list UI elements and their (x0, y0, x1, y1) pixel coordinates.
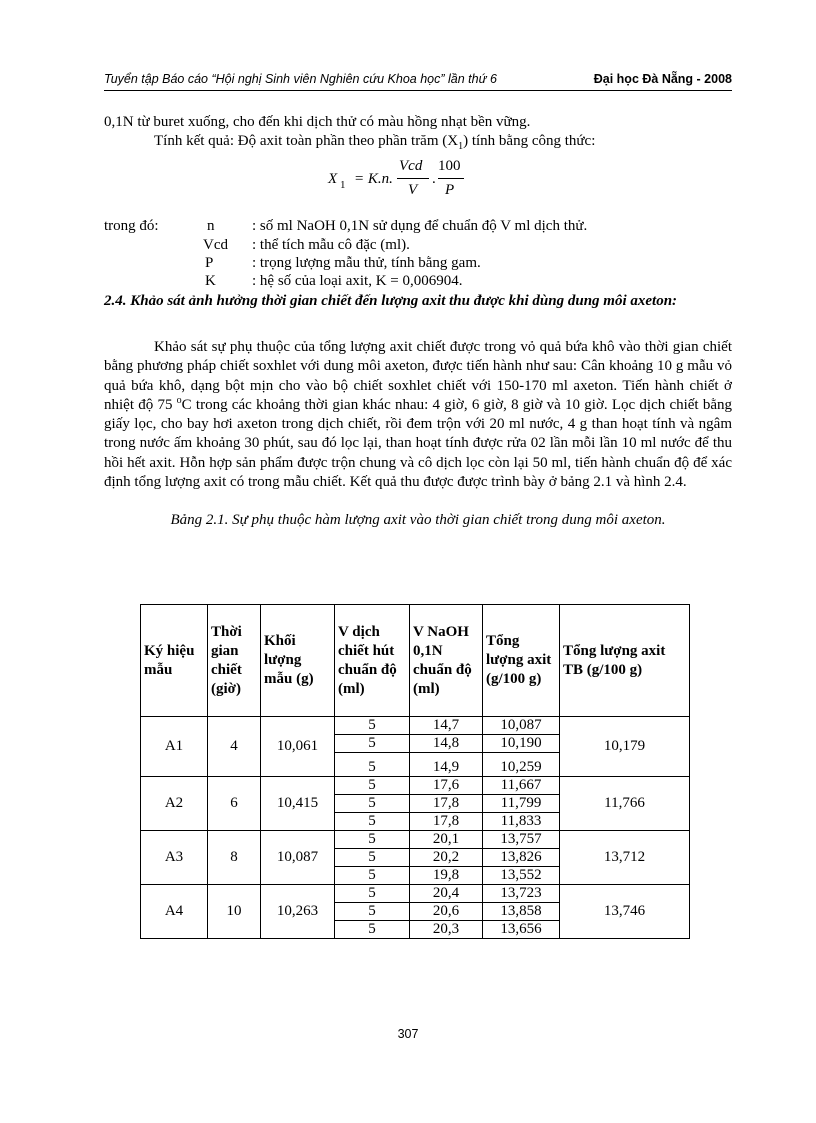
fraction-bar-1 (397, 178, 429, 179)
naoh-volume: 14,9 (410, 753, 483, 777)
table-row (141, 831, 690, 849)
extract-volume: 5 (335, 885, 410, 903)
header-total-acid: Tổng lượng axit (g/100 g) (483, 605, 560, 717)
extract-volume: 5 (335, 831, 410, 849)
total-acid: 11,799 (483, 795, 560, 813)
page-number: 307 (397, 1027, 419, 1041)
def-symbol: P (205, 255, 214, 271)
intro-line-1: 0,1N từ buret xuống, cho đến khi dịch thử có màu hồng nhạt bền vững. (104, 114, 531, 130)
def-description: : số ml NaOH 0,1N sử dụng để chuẩn độ V ml dịch thử. (252, 218, 588, 234)
extract-volume: 5 (335, 795, 410, 813)
naoh-volume: 20,6 (410, 903, 483, 921)
formula-den2: P (445, 182, 455, 198)
total-acid: 13,552 (483, 867, 560, 885)
avg-acid: 11,766 (560, 777, 690, 831)
total-acid: 11,833 (483, 813, 560, 831)
total-acid: 13,826 (483, 849, 560, 867)
table-header-row (141, 605, 690, 717)
sample-mass: 10,087 (261, 831, 335, 885)
avg-acid: 13,746 (560, 885, 690, 939)
naoh-volume: 20,4 (410, 885, 483, 903)
def-description: : trọng lượng mẫu thử, tính bằng gam. (252, 255, 481, 271)
def-symbol: n (207, 218, 215, 234)
sample-code: A3 (141, 831, 208, 885)
naoh-volume: 17,8 (410, 795, 483, 813)
def-symbol: K (205, 273, 216, 289)
naoh-volume: 20,1 (410, 831, 483, 849)
extraction-time: 4 (208, 717, 261, 777)
header-rule (104, 90, 732, 91)
extract-volume: 5 (335, 903, 410, 921)
table-caption: Bảng 2.1. Sự phụ thuộc hàm lượng axit vào thời gian chiết trong dung môi axeton. (170, 512, 666, 528)
header-sample: Ký hiệu mẫu (141, 605, 208, 717)
total-acid: 10,259 (483, 753, 560, 777)
naoh-volume: 19,8 (410, 867, 483, 885)
extract-volume: 5 (335, 867, 410, 885)
formula-num1: Vcd (399, 158, 423, 174)
avg-acid: 13,712 (560, 831, 690, 885)
naoh-volume: 14,8 (410, 735, 483, 753)
def-description: : hệ số của loại axit, K = 0,006904. (252, 273, 463, 289)
total-acid: 11,667 (483, 777, 560, 795)
formula-lhs-sub: 1 (340, 179, 346, 191)
section-paragraph: Khảo sát sự phụ thuộc của tổng lượng axit chiết được trong vỏ quả bứa khô vào thời gian chiết bằng phương pháp chiết soxhlet với dung môi axeton, được tiến hành như sau: Cân khoảng 10 g mẫu vỏ quả bứa khô, dạng bột mịn cho vào bộ chiết soxhlet chiết với 150-170 ml axeton. Tiến hành chiết ở nhiệt độ 75 $^o$C trong các khoảng thời gian khác nhau: 4 giờ, 6 giờ, 8 giờ và 10 giờ. Lọc dịch chiết bằng giấy lọc, cho bay hơi axeton trong dịch chiết, rồi đem trộn với 20 ml nước, 4 g than hoạt tính và ngâm trong nước ấm khoảng 30 phút, sau đó lọc lại, than hoạt tính được rửa 02 lần mỗi lần 10 ml nước để thu hồi hết axit. Hỗn hợp sản phẩm được trộn chung và cô dịch lọc còn lại 50 ml, tiến hành chuẩn độ để xác định tổng lượng axit có trong mẫu chiết. Kết quả thu được được trình bày ở bảng 2.1 và hình 2.4. (104, 339, 732, 491)
extract-volume: 5 (335, 921, 410, 939)
definitions-lead: trong đó: (104, 218, 159, 234)
header-venue: Đại học Đà Nẵng - 2008 (593, 72, 732, 86)
sample-mass: 10,263 (261, 885, 335, 939)
header-mass: Khối lượng mẫu (g) (261, 605, 335, 717)
running-header (104, 72, 732, 89)
total-acid: 13,656 (483, 921, 560, 939)
extraction-time: 10 (208, 885, 261, 939)
extract-volume: 5 (335, 813, 410, 831)
sample-code: A2 (141, 777, 208, 831)
section-heading: 2.4. Khảo sát ảnh hưởng thời gian chiết đến lượng axit thu được khi dùng dung môi axeton: (104, 293, 678, 309)
total-acid: 13,757 (483, 831, 560, 849)
fraction-bar-2 (438, 178, 464, 179)
extract-volume: 5 (335, 849, 410, 867)
naoh-volume: 17,6 (410, 777, 483, 795)
extract-volume: 5 (335, 717, 410, 735)
sample-code: A4 (141, 885, 208, 939)
table-row (141, 885, 690, 903)
sample-mass: 10,061 (261, 717, 335, 777)
table-row (141, 777, 690, 795)
formula-den1: V (408, 182, 418, 198)
naoh-volume: 14,7 (410, 717, 483, 735)
formula-dot: . (432, 171, 436, 187)
extract-volume: 5 (335, 735, 410, 753)
extract-volume: 5 (335, 753, 410, 777)
formula-lhs: X (328, 171, 338, 187)
def-description: : thể tích mẫu cô đặc (ml). (252, 237, 410, 253)
total-acid: 10,190 (483, 735, 560, 753)
header-avg-acid: Tổng lượng axit TB (g/100 g) (560, 605, 690, 717)
formula-eq: = K.n. (354, 171, 393, 187)
extract-volume: 5 (335, 777, 410, 795)
sample-code: A1 (141, 717, 208, 777)
total-acid: 10,087 (483, 717, 560, 735)
naoh-volume: 20,3 (410, 921, 483, 939)
naoh-volume: 17,8 (410, 813, 483, 831)
def-symbol: Vcd (203, 237, 228, 253)
naoh-volume: 20,2 (410, 849, 483, 867)
total-acid: 13,723 (483, 885, 560, 903)
intro-line-2: Tính kết quả: Độ axit toàn phần theo phần trăm $(X_1)$ tính bằng công thức: (154, 133, 596, 152)
extraction-time: 6 (208, 777, 261, 831)
header-naoh-volume: V NaOH 0,1N chuẩn độ (ml) (410, 605, 483, 717)
formula-num2: 100 (438, 158, 461, 174)
total-acid: 13,858 (483, 903, 560, 921)
header-title: Tuyển tập Báo cáo “Hội nghị Sinh viên Nghiên cứu Khoa học” lần thứ 6 (104, 72, 497, 86)
acidity-formula (328, 158, 498, 206)
table-row (141, 717, 690, 735)
header-time: Thời gian chiết (giờ) (208, 605, 261, 717)
results-table (140, 604, 690, 939)
header-extract-volume: V dịch chiết hút chuẩn độ (ml) (335, 605, 410, 717)
avg-acid: 10,179 (560, 717, 690, 777)
sample-mass: 10,415 (261, 777, 335, 831)
extraction-time: 8 (208, 831, 261, 885)
